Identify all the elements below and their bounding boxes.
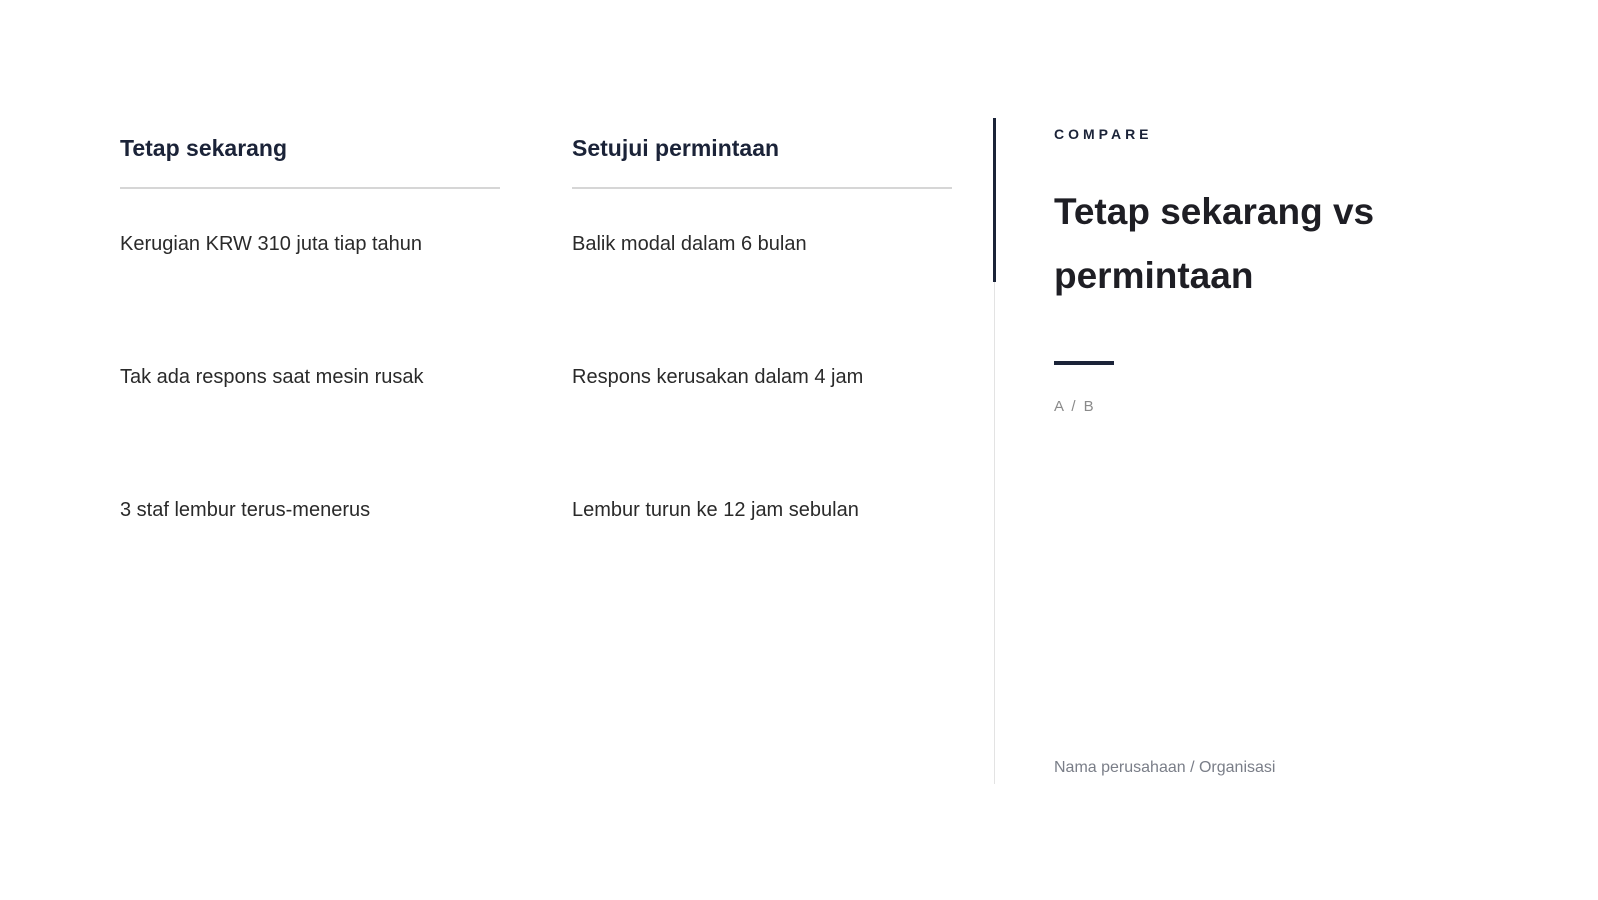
ab-subtitle: A / B <box>1054 398 1096 415</box>
eyebrow-label: COMPARE <box>1054 126 1153 142</box>
option-b-item: Balik modal dalam 6 bulan <box>572 233 807 255</box>
option-a-header: Tetap sekarang <box>120 132 500 189</box>
vertical-divider-accent <box>993 118 996 282</box>
option-a-item: 3 staf lembur terus-menerus <box>120 499 371 521</box>
footer-organization: Nama perusahaan / Organisasi <box>1054 759 1276 776</box>
option-a-column <box>120 118 500 521</box>
option-b-item: Lembur turun ke 12 jam sebulan <box>572 499 859 521</box>
option-a-item: Kerugian KRW 310 juta tiap tahun <box>120 233 423 255</box>
option-b-item: Respons kerusakan dalam 4 jam <box>572 366 864 388</box>
option-a-item: Tak ada respons saat mesin rusak <box>120 366 424 388</box>
option-b-column <box>572 118 952 521</box>
option-b-header: Setujui permintaan <box>572 132 952 189</box>
slide-title: Tetap sekarang vs permintaan <box>1054 191 1375 296</box>
accent-bar <box>1054 361 1114 365</box>
